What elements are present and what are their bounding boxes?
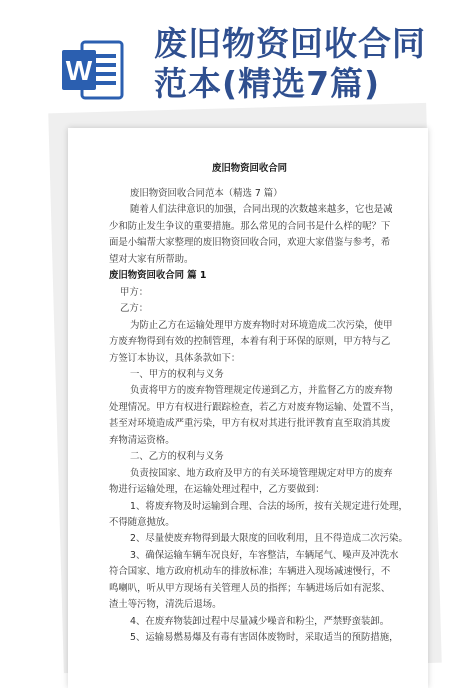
document-line: 少和防止发生争议的重要措施。那么常见的合同书是什么样的呢？下 <box>109 220 391 232</box>
title-line-2: 范本(精选7篇) <box>154 64 381 103</box>
document-line: 5、运输易燃易爆及有毒有害固体废物时，采取适当的预防措施， <box>130 632 399 644</box>
document-line: 物进行运输处理，在运输处理过程中，乙方要做到： <box>109 484 325 496</box>
document-line: 符合国家、地方政府机动车的排放标准；车辆进入现场减速慢行，不 <box>109 566 391 578</box>
document-line: 不得随意抛放。 <box>109 517 175 528</box>
document-line: 鸣喇叭，听从甲方现场有关管理人员的指挥；车辆进场后如有泥浆、 <box>109 582 391 594</box>
document-line: 随着人们法律意识的加强，合同出现的次数越来越多，它也是减 <box>130 204 393 216</box>
document-line: 废旧物资回收合同范本（精选 7 篇） <box>130 188 283 199</box>
document-line: 负责将甲方的废弃物管理规定传递到乙方，并监督乙方的废弃物 <box>130 385 393 397</box>
document-line: 望对大家有所帮助。 <box>109 253 194 265</box>
document-line: 面是小编帮大家整理的废旧物资回收合同，欢迎大家借鉴与参考，希 <box>109 237 391 249</box>
document-line: 二、乙方的权利与义务 <box>130 451 224 463</box>
document-line: 处理情况。甲方有权进行跟踪检查，若乙方对废弃物运输、处置不当， <box>109 401 400 413</box>
document-line: 4、在废弃物装卸过程中尽量减少噪音和粉尘，严禁野蛮装卸。 <box>130 615 390 627</box>
document-line: 方废弃物得到有效的控制管理，本着有利于环保的原则，甲方特与乙 <box>109 336 391 348</box>
document-line: 渣土等污物，清洗后退场。 <box>109 599 222 611</box>
document-line: 3、确保运输车辆车况良好，车容整洁，车辆尾气、噪声及冲洗水 <box>130 549 399 561</box>
document-page <box>68 128 428 688</box>
title-line-1: 废旧物资回收合同 <box>154 24 426 63</box>
word-icon <box>60 36 128 104</box>
document-line: 乙方： <box>120 303 149 315</box>
document-line: 甚至对环境造成严重污染，甲方有权对其进行批评教育直至取消其废 <box>109 418 391 430</box>
page-title <box>154 24 464 104</box>
word-icon-letter: W <box>65 55 93 86</box>
document-line: 弃物清运资格。 <box>109 434 175 446</box>
document-line: 为防止乙方在运输处理甲方废弃物时对环境造成二次污染，使甲 <box>130 319 393 331</box>
document-line: 负责按国家、地方政府及甲方的有关环境管理规定对甲方的废弃 <box>130 467 393 479</box>
document-line: 甲方： <box>120 286 149 298</box>
document-line: 2、尽量使废弃物得到最大限度的回收利用，且不得造成二次污染。 <box>130 533 408 545</box>
document-line: 一、甲方的权利与义务 <box>130 368 224 380</box>
section-heading: 废旧物资回收合同 篇 1 <box>109 270 207 282</box>
document-heading: 废旧物资回收合同 <box>212 163 288 174</box>
document-line: 方签订本协议，具体条款如下： <box>109 352 241 364</box>
document-line: 1、将废弃物及时运输到合理、合法的场所，按有关规定进行处理， <box>130 500 408 512</box>
header <box>0 0 474 118</box>
